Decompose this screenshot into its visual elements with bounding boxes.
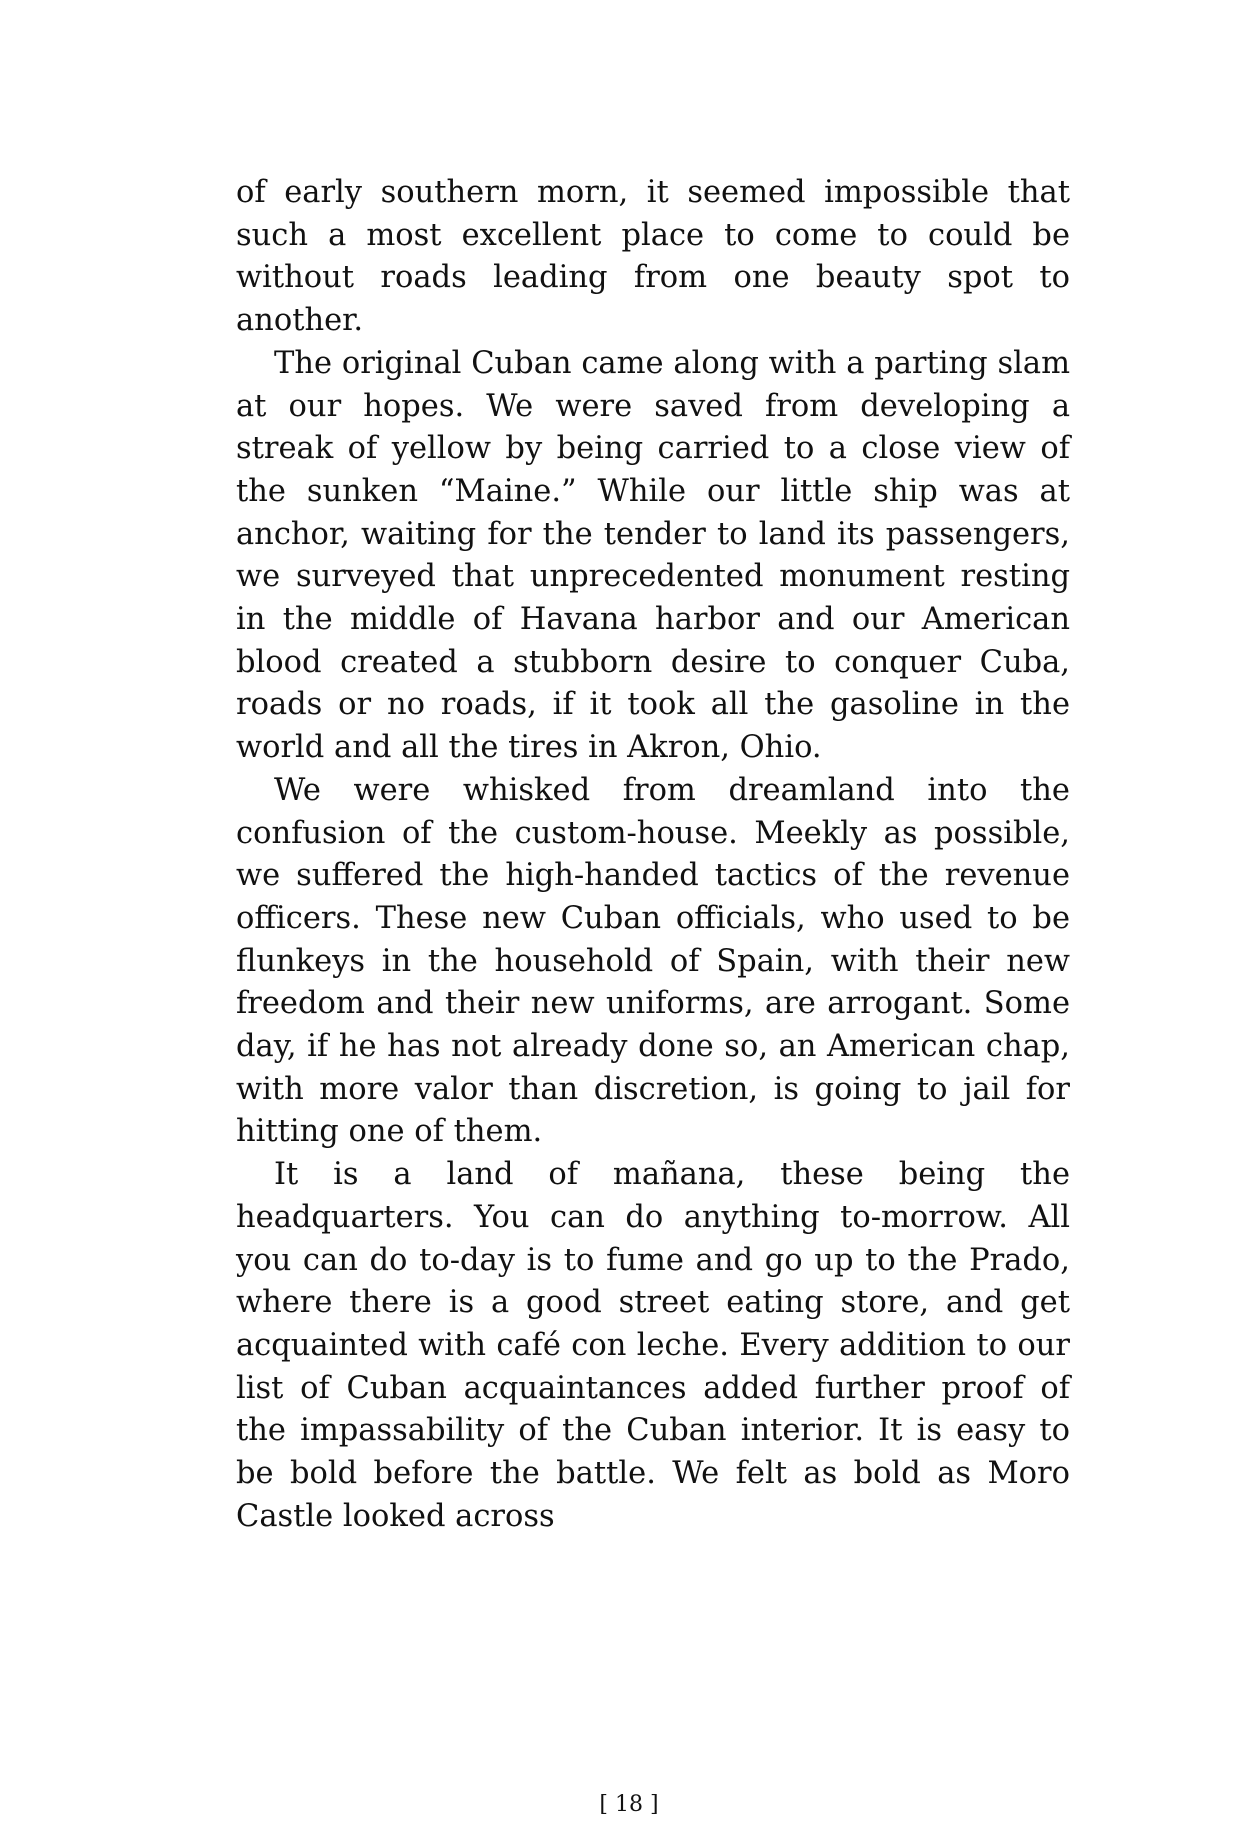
page-number: [ 18 ] — [599, 1792, 659, 1817]
paragraph-custom-house: We were whisked from dreamland into the confusion of the custom-house. Meekly as possible, we suffered the high-handed tactics of the revenue officers. These new Cuban officials, who used to be flunkeys in the household of Spain, with their new freedom and their new uniforms, are arrogant. Some day, if he has not already done so, an American chap, with more valor than discretion, is going to jail for hitting one of them. — [236, 772, 1070, 1150]
paragraph-maine: The original Cuban came along with a parting slam at our hopes. We were saved from developing a streak of yellow by being carried to a close view of the sunken “Maine.” While our little ship was at anchor, waiting for the tender to land its passengers, we surveyed that unprecedented monument resting in the middle of Havana harbor and our American blood created a stubborn desire to conquer Cuba, roads or no roads, if it took all the gasoline in the world and all the tires in Akron, Ohio. — [236, 345, 1070, 766]
paragraph-manana: It is a land of mañana, these being the headquarters. You can do anything to-morrow. All you can do to-day is to fume and go up to the Prado, where there is a good street eating store, and get acquainted with café con leche. Every addition to our list of Cuban acquaintances added further proof of the impassability of the Cuban interior. It is easy to be bold before the battle. We felt as bold as Moro Castle looked across — [236, 1157, 1070, 1534]
body-text — [236, 172, 1070, 1539]
paragraph-continuation: of early southern morn, it seemed impossible that such a most excellent place to come to could be without roads leading from one beauty spot to another. — [236, 175, 1070, 339]
